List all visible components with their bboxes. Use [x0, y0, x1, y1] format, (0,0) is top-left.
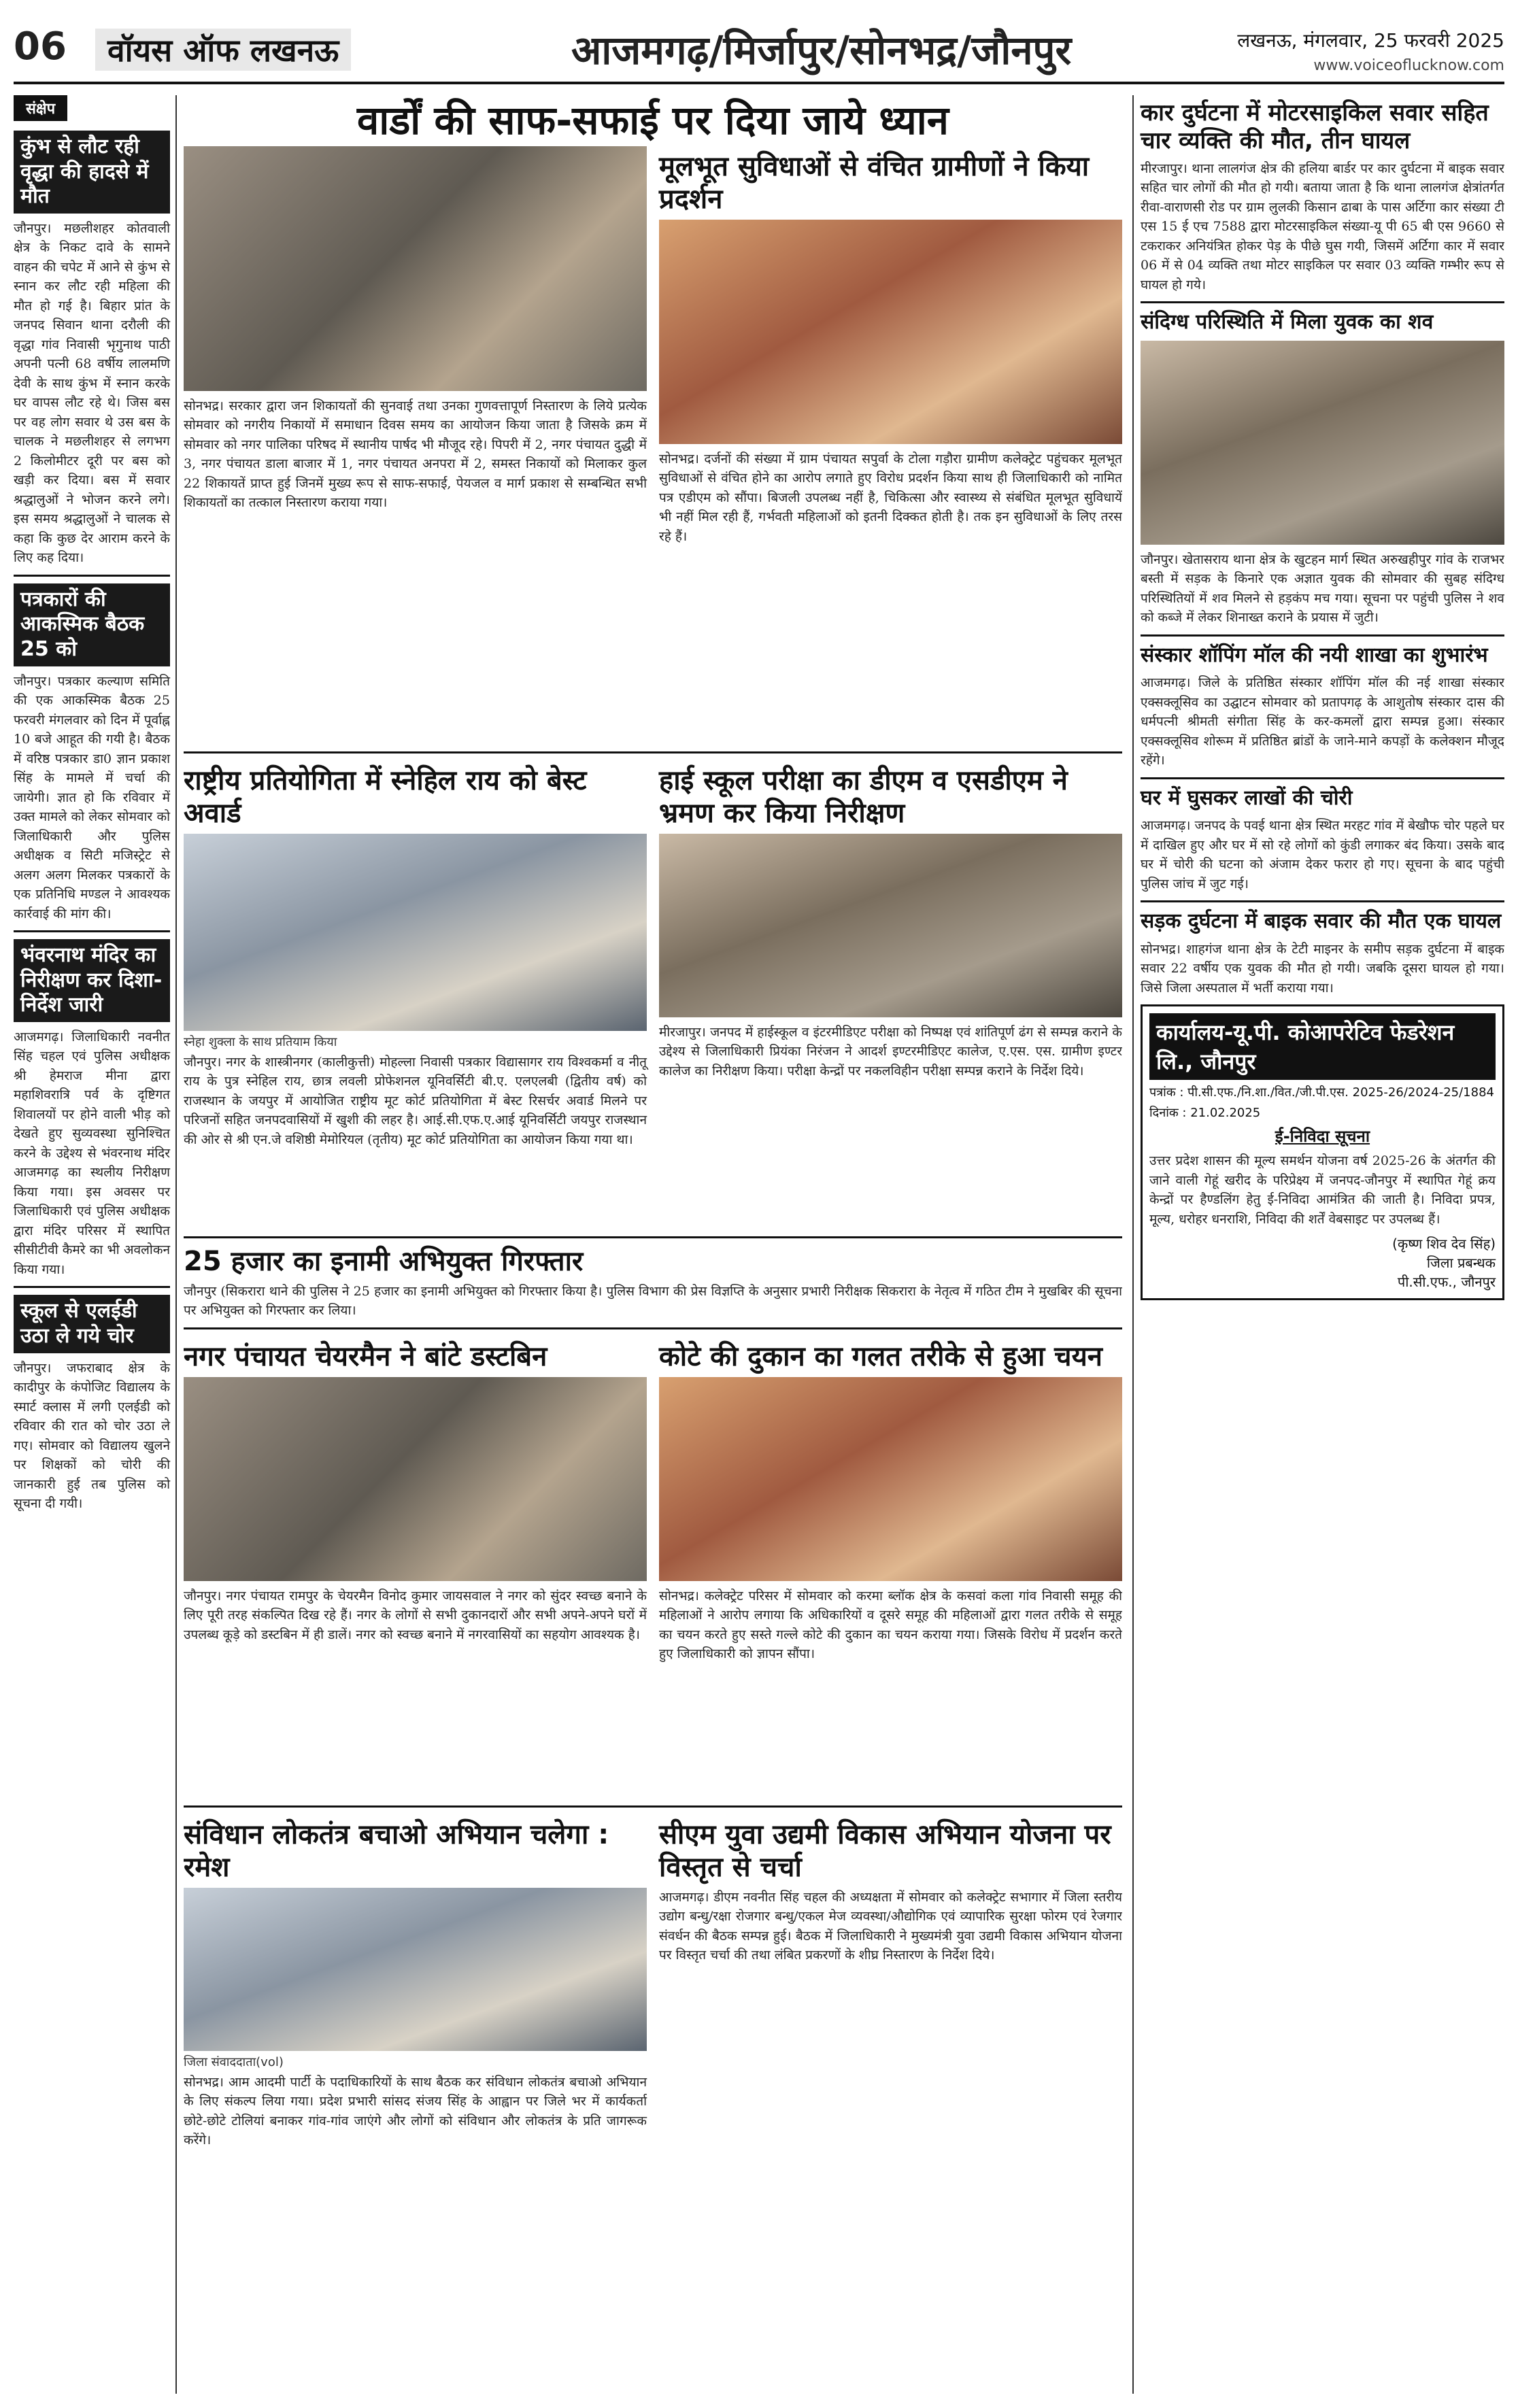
dustbin-body: जौनपुर। नगर पंचायत रामपुर के चेयरमैन विनोद कुमार जायसवाल ने नगर को सुंदर स्वच्छ बनाने के लिए पूरी तरह संकल्पित दिख रहे हैं। नगर के लोगों से सभी दुकानदारों और सभी अपने-अपने घरों में उपलब्ध कूड़े को डस्टबिन में ही डालें। नगर को स्वच्छ बनाने में नगरवासियों का सहयोग आवश्यक है।: [184, 1588, 647, 1642]
accident-headline: कार दुर्घटना में मोटरसाइकिल सवार सहित चार व्यक्ति की मौत, तीन घायल: [1141, 99, 1489, 154]
story-headline: स्कूल से एलईडी उठा ले गये चोर: [14, 1295, 170, 1353]
divider: [1141, 900, 1504, 902]
dustbin-photo: [184, 1377, 647, 1581]
tender-ref-row: [1149, 1084, 1496, 1100]
masthead: [14, 11, 1504, 84]
story-headline: पत्रकारों की आकस्मिक बैठक 25 को: [14, 583, 170, 666]
inspection-body: मीरजापुर। जनपद में हाईस्कूल व इंटरमीडिएट परीक्षा को निष्पक्ष एवं शांतिपूर्ण ढंग से सम्पन्न कराने के उद्देश्य से जिलाधिकारी प्रियंका निरंजन ने आदर्श इण्टरमीडिएट कालेज, ए.एस. एस. ग्रामीण इण्टर कालेज का निरीक्षण किया। परीक्षा केन्द्रों पर नकलविहीन परीक्षा सम्पन्न कराने के निर्देश दिये।: [659, 1024, 1122, 1079]
award-body: जौनपुर। नगर के शास्त्रीनगर (कालीकुत्ती) मोहल्ला निवासी पत्रकार विद्यासागर राय विश्वकर्मा व नीतू राय के पुत्र स्नेहिल राय, छात्र लवली प्रोफेशनल यूनिवर्सिटी बी.ए. एलएलबी (द्वितीय वर्ष) को राजस्थान के जयपुर में आयोजित राष्ट्रीय मूट कोर्ट प्रतियोगिता में बेस्ट रिसर्चर अवार्ड मिलने पर परिजनों सहित जनपदवासियों में खुशी की लहर है। आई.सी.एफ.ए.आई यूनिवर्सिटी जयपुर राजस्थान की ओर से श्री एन.जे वशिष्ठी मेमोरियल (तृतीय) मूट कोर्ट प्रतियोगिता का आयोजन किया गया था।: [184, 1054, 647, 1147]
story-headline: भंवरनाथ मंदिर का निरीक्षण कर दिशा-निर्देश जारी: [14, 939, 170, 1022]
lead-body: सोनभद्र। सरकार द्वारा जन शिकायतों की सुनवाई तथा उनका गुणवत्तापूर्ण निस्तारण के लिये प्रत्येक सोमवार को नगरीय निकायों में समाधान दिवस समय का आयोजन किया जाता है जिसके क्रम में सोमवार को नगर पालिका परिषद में स्थानीय पार्षद भी मौजूद रहे। पिपरी में 2, नगर पंचायत दुद्धी में 3, नगर पंचायत डाला बाजार में 1, नगर पंचायत अनपरा में 2, समस्त निकायों को मिलाकर कुल 22 शिकायतें प्राप्त हुई जिनमें मुख्य रूप से साफ-सफाई, पेयजल व मार्ग प्रकाश से सम्बन्धित सभी शिकायतों का तत्काल निस्तारण कराया गया।: [184, 398, 647, 511]
region-banner: आजमगढ़/मिर्जापुर/सोनभद्र/जौनपुर: [571, 27, 1072, 73]
tender-date-row: [1149, 1104, 1496, 1121]
accident-body: मीरजापुर। थाना लालगंज क्षेत्र की हलिया बार्डर पर कार दुर्घटना में बाइक सवार सहित चार लोगों की मौत हो गयी। बताया जाता है कि थाना लालगंज क्षेत्रांतर्गत रीवा-वाराणसी रोड पर ग्राम लुलकी किसान ढाबा के पास अर्टिगा कार संख्या टी एस 15 ई एच 7588 द्वारा मोटरसाइकिल संख्या-यू पी 65 बी एस 9660 से टकराकर अनियंत्रित होकर पेड़ के पीछे घुस गयी, जिसमें अर्टिगा कार में सवार 06 में से 04 व्यक्ति तथा मोटर साइकिल पर सवार 03 व्यक्ति गम्भीर रूप से घायल हो गये।: [1141, 160, 1504, 292]
bike-injury-body: सोनभद्र। शाहगंज थाना क्षेत्र के टेटी माइनर के समीप सड़क दुर्घटना में बाइक सवार 22 वर्षीय एक युवक की मौत हो गयी। जबकि दूसरा घायल हो गया। जिसे जिला अस्पताल में भर्ती कराया गया।: [1141, 941, 1504, 996]
cm-yuva-story: [659, 1814, 1122, 2236]
divider: [14, 575, 170, 577]
dustbin-headline: नगर पंचायत चेयरमैन ने बांटे डस्टबिन: [184, 1340, 547, 1372]
protest-body: सोनभद्र। दर्जनों की संख्या में ग्राम पंचायत सपुर्वा के टोला गड़ौरा ग्रामीण कलेक्ट्रेट पहुंचकर मूलभूत सुविधाओं से वंचित होने का आरोप लगाते हुए विरोध प्रदर्शन किया साथ ही जिलाधिकारी को नामित पत्र एडीएम को सौंपा। बिजली उपलब्ध नहीं है, चिकित्सा और स्वास्थ्य से संबंधित मूलभूत सुविधायें भी नहीं मिल रही हैं, गर्भवती महिलाओं को इतनी दिक्कत होती है। तक इन सुविधाओं के लिए तरस रहे हैं।: [659, 451, 1122, 544]
samvidhan-body: सोनभद्र। आम आदमी पार्टी के पदाधिकारियों के साथ बैठक कर संविधान लोकतंत्र बचाओ अभियान के लिए संकल्प लिया गया। प्रदेश प्रभारी सांसद संजय सिंह के आह्वान पर जिले भर में कार्यकर्ता छोटे-छोटे टोलियां बनाकर गांव-गांव जाएंगे और लोगों को संविधान और लोकतंत्र के प्रति जागरूक करेंगे।: [184, 2074, 647, 2148]
lead-photo: [184, 146, 647, 391]
section-tag: संक्षेप: [14, 95, 67, 121]
theft-body: आजमगढ़। जनपद के पवई थाना क्षेत्र स्थित मरहट गांव में बेखौफ चोर पहले घर में दाखिल हुए और घर में सो रहे लोगों को कुंडी लगाकर बंद किया। उसके बाद घर में चोरी की घटना को अंजाम देकर फरार हो गए। सूचना के बाद पहुंची पुलिस जांच में जुट गई।: [1141, 818, 1504, 892]
signatory-name: (कृष्ण शिव देव सिंह): [1392, 1236, 1496, 1253]
page-number: 06: [14, 24, 67, 69]
samvidhan-headline: संविधान लोकतंत्र बचाओ अभियान चलेगा : रमेश: [184, 1818, 609, 1883]
protest-headline: मूलभूत सुविधाओं से वंचित ग्रामीणों ने किया प्रदर्शन: [659, 150, 1090, 215]
inspection-story: [659, 760, 1122, 1230]
story-body: जौनपुर। पत्रकार कल्याण समिति की एक आकस्मिक बैठक 25 फरवरी मंगलवार को दिन में पूर्वाह्न 10 बजे आहूत की गयी है। बैठक में वरिष्ठ पत्रकार डा0 ज्ञान प्रकाश सिंह के मामले में चर्चा की जायेगी। ज्ञात हो कि रविवार में उक्त मामले को लेकर सोमवार को जिलाधिकारी और पुलिस अधीक्षक व सिटी मजिस्ट्रेट से अलग अलग मिलकर पत्रकारों के एक प्रतिनिधि मण्डल ने आवश्यक कार्रवाई की मांग की।: [14, 673, 170, 921]
middle-column: [184, 95, 1122, 2394]
award-caption: स्नेहा शुक्ला के साथ प्रतियाम किया: [184, 1034, 337, 1049]
tender-body: उत्तर प्रदेश शासन की मूल्य समर्थन योजना वर्ष 2025-26 के अंतर्गत की जाने वाली गेहूं खरीद के परिप्रेक्ष्य में जनपद-जौनपुर में स्थापित गेहूं क्रय केन्द्रों पर हैण्डलिंग हेतु ई-निविदा आमंत्रित की जाती है। निविदा प्रपत्र, मूल्य, धरोहर धनराशि, निविदा की शर्तें वेबसाइट पर उपलब्ध हैं।: [1149, 1153, 1496, 1227]
story-headline: कुंभ से लौट रही वृद्धा की हादसे में मौत: [14, 131, 170, 214]
lead-headline: वार्डों की साफ-सफाई पर दिया जाये ध्यान: [357, 97, 949, 143]
cm-yuva-body: आजमगढ़। डीएम नवनीत सिंह चहल की अध्यक्षता में सोमवार को कलेक्ट्रेट सभागार में जिला स्तरीय उद्योग बन्धु/रक्षा रोजगार बन्धु/एकल मेज व्यवस्था/औद्योगिक एवं व्यापारिक सुरक्षा फोरम एवं रेजगार संवर्धन की बैठक सम्पन्न हुई। बैठक में जिलाधिकारी ने मुख्यमंत्री युवा उद्यमी विकास अभियान योजना पर विस्तृत चर्चा की तथा लंबित प्रकरणों के शीघ्र निस्तारण के निर्देश दिये।: [659, 1889, 1122, 1963]
mall-body: आजमगढ़। जिले के प्रतिष्ठित संस्कार शॉपिंग मॉल की नई शाखा संस्कार एक्सक्लूसिव का उद्घाटन सोमवार को प्रतापगढ़ के आशुतोष संस्कार दास की धर्मपत्नी श्रीमती संगीता सिंह के कर-कमलों द्वारा सम्पन्न हुआ। संस्कार एक्सक्लूसिव शोरूम में प्रतिष्ठित ब्रांडों के जाने-माने कपड़ों के कलेक्शन मौजूद रहेंगे।: [1141, 675, 1504, 768]
samvidhan-photo: [184, 1888, 647, 2051]
quota-headline: कोटे की दुकान का गलत तरीके से हुआ चयन: [659, 1340, 1102, 1372]
dustbin-story: [184, 1336, 647, 1799]
bike-injury-headline: सड़क दुर्घटना में बाइक सवार की मौत एक घायल: [1141, 909, 1502, 934]
tender-ref: पत्रांक : पी.सी.एफ./नि.शा./वित./जी.पी.एस. 2025-26/2024-25/1884: [1149, 1085, 1494, 1100]
divider: [184, 1805, 1122, 1808]
cm-yuva-headline: सीएम युवा उद्यमी विकास अभियान योजना पर विस्तृत से चर्चा: [659, 1818, 1111, 1883]
mall-headline: संस्कार शॉपिंग मॉल की नयी शाखा का शुभारंभ: [1141, 643, 1488, 667]
divider: [184, 1236, 1122, 1238]
divider: [14, 930, 170, 932]
tender-signature: [1149, 1234, 1496, 1291]
divider: [14, 1286, 170, 1288]
story-body: जौनपुर। मछलीशहर कोतवाली क्षेत्र के निकट दावे के सामने वाहन की चपेट में आने से कुंभ से स्नान कर लौट रही महिला की मौत हो गई है। बिहार प्रांत के जनपद सिवान थाना दरौली की वृद्धा गांव निवासी भृगुनाथ पाठी अपनी पत्नी 68 वर्षीय लालमणि देवी के साथ कुंभ में स्नान करके घर वापस लौट रहे थे। जिस बस पर वह लोग सवार थे उस बस के चालक ने मछलीशहर से लगभग 2 किलोमीटर दूरी पर बस को खड़ी कर दिया। बस में सवार श्रद्धालुओं ने भोजन करने लगे। इस समय श्रद्धालुओं ने चालक से कहा कि कुछ देर आराम करने के लिए कह दिया।: [14, 220, 170, 566]
divider: [184, 1327, 1122, 1329]
divider: [1141, 777, 1504, 779]
award-photo: [184, 834, 647, 1031]
tender-title: कार्यालय-यू.पी. कोआपरेटिव फेडरेशन लि., जौनपुर: [1149, 1013, 1496, 1080]
reward-body: जौनपुर (सिकरारा थाने की पुलिस ने 25 हजार का इनामी अभियुक्त को गिरफ्तार किया है। पुलिस विभाग की प्रेस विज्ञप्ति के अनुसार प्रभारी निरीक्षक सिकरारा के नेतृत्व में गठित टीम ने मुखबिर की सूचना पर अभियुक्त को गिरफ्तार कर लिया।: [184, 1283, 1122, 1319]
tender-notice: [1141, 1004, 1504, 1300]
award-story: [184, 760, 647, 1230]
divider: [1141, 634, 1504, 637]
quota-photo: [659, 1377, 1122, 1581]
inspection-photo: [659, 834, 1122, 1017]
reward-headline: 25 हजार का इनामी अभियुक्त गिरफ्तार: [184, 1245, 584, 1277]
website-link[interactable]: www.voiceoflucknow.com: [1313, 57, 1504, 74]
left-column: [14, 95, 177, 2394]
inspection-headline: हाई स्कूल परीक्षा का डीएम व एसडीएम ने भ्रमण कर किया निरीक्षण: [659, 764, 1068, 829]
protest-story: [659, 146, 1122, 745]
tender-subtitle: ई-निविदा सूचना: [1275, 1127, 1370, 1147]
protest-photo: [659, 220, 1122, 444]
award-headline: राष्ट्रीय प्रतियोगिता में स्नेहिल राय को बेस्ट अवार्ड: [184, 764, 587, 829]
paper-name: वॉयस ऑफ लखनऊ: [95, 29, 351, 71]
suspicious-body: जौनपुर। खेतासराय थाना क्षेत्र के खुटहन मार्ग स्थित अरुखहीपुर गांव के राजभर बस्ती में सड़क के किनारे एक अज्ञात युवक की सोमवार की सुबह संदिग्ध परिस्थितियों में शव मिलने से हड़कंप मच गया। सूचना पर पहुंची पुलिस ने शव को कब्जे में लेकर शिनाख्त कराने के प्रयास में जुटी।: [1141, 552, 1504, 626]
samvidhan-caption: जिला संवाददाता(vol): [184, 2054, 284, 2069]
quota-story: [659, 1336, 1122, 1799]
lead-story: [184, 146, 647, 745]
signatory-role: जिला प्रबन्धक: [1426, 1255, 1496, 1272]
dateline: लखनऊ, मंगलवार, 25 फरवरी 2025: [1237, 29, 1504, 52]
suspicious-headline: संदिग्ध परिस्थिति में मिला युवक का शव: [1141, 310, 1434, 335]
signatory-office: पी.सी.एफ., जौनपुर: [1397, 1274, 1496, 1291]
divider: [184, 751, 1122, 753]
quota-body: सोनभद्र। कलेक्ट्रेट परिसर में सोमवार को करमा ब्लॉक क्षेत्र के कसवां कला गांव निवासी समूह की महिलाओं ने आरोप लगाया कि अधिकारियों व दूसरे समूह की महिलाओं द्वारा गलत तरीके से समूह का चयन करते हुए सस्ते गल्ले कोटे की दुकान का चयन कराया गया। जिसके विरोध में प्रदर्शन करते हुए जिलाधिकारी को ज्ञापन सौंपा।: [659, 1588, 1122, 1662]
samvidhan-story: [184, 1814, 647, 2236]
suspicious-photo: [1141, 341, 1504, 545]
story-body: जौनपुर। जफराबाद क्षेत्र के कादीपुर के कंपोजिट विद्यालय के स्मार्ट क्लास में लगी एलईडी को रविवार की रात को चोर उठा ले गए। सोमवार को विद्यालय खुलने पर शिक्षकों को चोरी की जानकारी हुई तब पुलिस को सूचना दी गयी।: [14, 1360, 170, 1512]
story-body: आजमगढ़। जिलाधिकारी नवनीत सिंह चहल एवं पुलिस अधीक्षक श्री हेमराज मीना द्वारा महाशिवरात्रि पर्व के दृष्टिगत शिवालयों पर होने वाली भीड़ को देखते हुए सुव्यवस्था सुनिश्चित करने के उद्देश्य से भंवरनाथ मंदिर आजमगढ़ का स्थलीय निरीक्षण किया गया। इस अवसर पर जिलाधिकारी एवं पुलिस अधीक्षक द्वारा मंदिर परिसर में स्थापित सीसीटीवी कैमरे का भी अवलोकन किया गया।: [14, 1029, 170, 1277]
right-column: [1132, 95, 1504, 2394]
theft-headline: घर में घुसकर लाखों की चोरी: [1141, 785, 1353, 810]
tender-date: दिनांक : 21.02.2025: [1149, 1106, 1261, 1121]
divider: [1141, 301, 1504, 303]
